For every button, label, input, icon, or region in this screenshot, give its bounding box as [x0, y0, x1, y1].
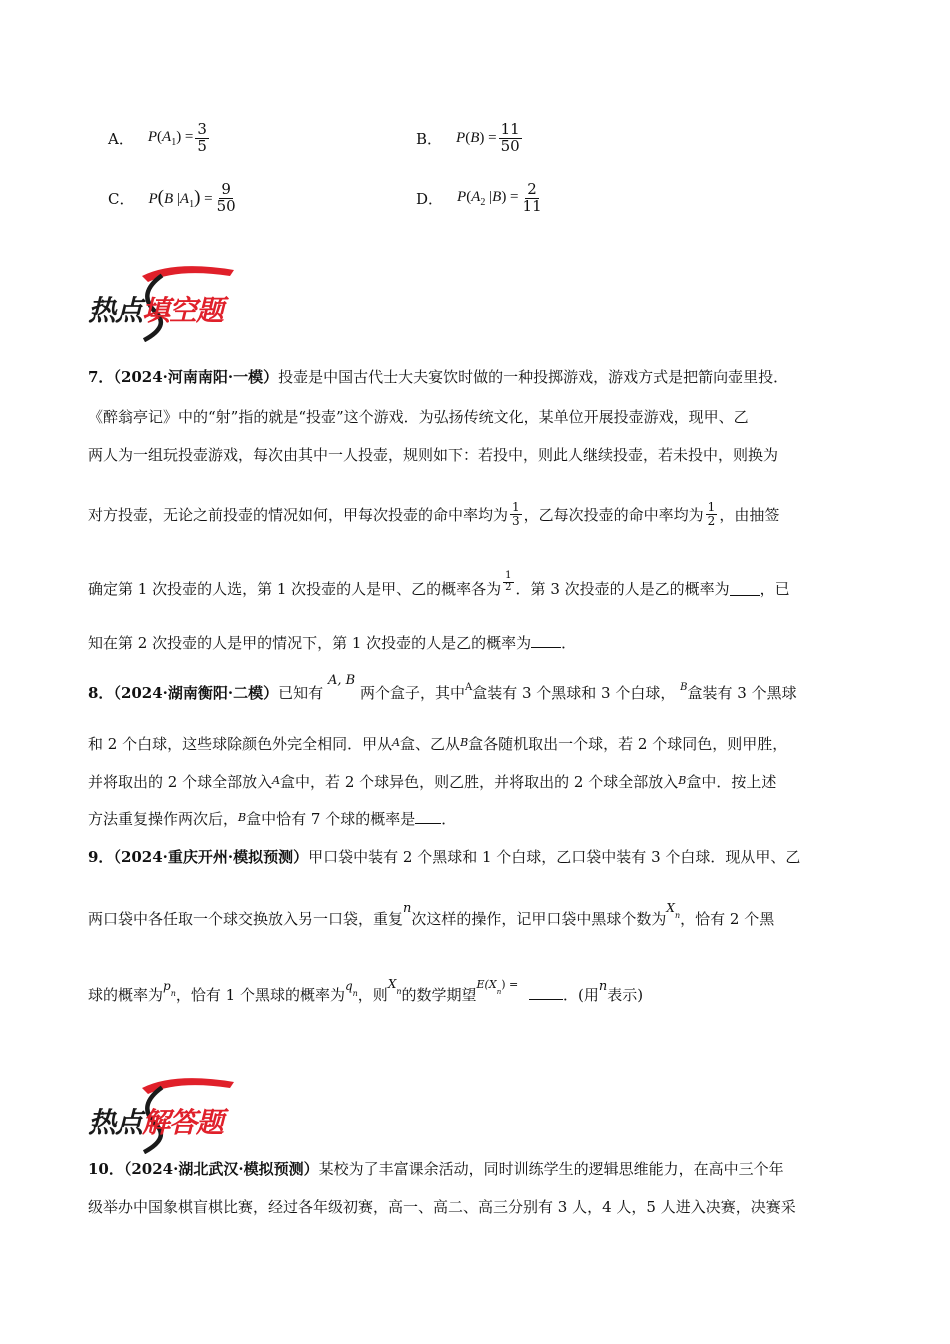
q8-math-b: B: [680, 682, 688, 693]
option-d-label: D．: [416, 189, 444, 208]
q9-line-2: 两口袋中各任取一个球交换放入另一口袋，重复n次这样的操作，记甲口袋中黑球个数为$^X_n$，恰有 2 个黑: [88, 901, 775, 928]
option-a-expr: $P(A_1)$ =: [147, 128, 194, 148]
option-b: [416, 118, 524, 158]
q9-math-expectation: E(X: [476, 978, 497, 991]
option-c-fraction: $\frac{9}{50}$: [216, 179, 236, 215]
badge-text: [88, 1104, 223, 1138]
q7-fraction-half-small: $\frac{1}{2}$: [505, 570, 512, 593]
q8-answer-blank[interactable]: [415, 809, 441, 824]
q9-math-q: q: [344, 979, 353, 993]
q10-number: 10．: [88, 1160, 124, 1178]
q7-line-3: 两人为一组玩投壶游戏，每次由其中一人投壶，规则如下：若投中，则此人继续投壶，若未投中，则换为: [88, 446, 779, 464]
section-badge-answer: [88, 1074, 248, 1154]
q9-math-n: n: [403, 901, 412, 916]
q8-number: 8．: [88, 684, 114, 702]
q8-line-1: 8．（2024·湖南衡阳·二模）已知有 A, B 两个盒子，其中$^A$盒装有 3 个黑球和 3 个白球， $^B$盒装有 3 个黑球: [88, 673, 797, 702]
q7-line-4: 对方投壶，无论之前投壶的情况如何，甲每次投壶的命中率均为 $\frac{1}{3}$ ，乙每次投壶的命中率均为 $\frac{1}{2}$ ，由抽签: [88, 499, 780, 528]
q7-number: 7．: [88, 368, 114, 386]
q9-math-x: X: [666, 901, 675, 915]
q9-number: 9．: [88, 848, 114, 866]
q7-line-6: 知在第 2 次投壶的人是甲的情况下，第 1 次投壶的人是乙的概率为 ．: [88, 634, 577, 652]
option-d-fraction: $\frac{2}{11}$: [522, 179, 542, 215]
badge-text-red: 填空题: [142, 294, 224, 327]
q9-source: （2024·重庆开州·模拟预测）: [113, 848, 309, 866]
q8-line-2: 和 2 个白球，这些球除颜色外完全相同．甲从$^A$盒、乙从$^B$盒各随机取出一个球，若 2 个球同色，则甲胜，: [88, 735, 788, 753]
section-badge-fill-in: [88, 262, 248, 342]
q9-line-3: 球的概率为$^p_n$，恰有 1 个黑球的概率为$^q_n$，则$^X_n$的数学期望$^{E(X}_n$) = ．(用n表示): [88, 977, 644, 1004]
option-d: [416, 178, 546, 218]
option-c: [108, 178, 240, 218]
option-c-expr: P(B $|A_1$) =: [148, 186, 213, 210]
q7-line-2: 《醉翁亭记》中的“射”指的就是“投壶”这个游戏．为弘扬传统文化，某单位开展投壶游戏，现甲、乙: [88, 408, 749, 426]
q8-math-a: A: [464, 682, 473, 693]
q10-line-2: 级举办中国象棋盲棋比赛，经过各年级初赛，高一、高二、高三分别有 3 人，4 人，5 人进入决赛，决赛采: [88, 1198, 796, 1216]
q9-answer-blank[interactable]: [529, 985, 563, 1000]
q7-source: （2024·河南南阳·一模）: [113, 368, 279, 386]
option-b-expr: P(B) =: [456, 129, 497, 146]
q8-line-3: 并将取出的 2 个球全部放入$^A$盒中，若 2 个球异色，则乙胜，并将取出的 2 个球全部放入$^B$盒中．按上述: [88, 773, 777, 791]
q8-source: （2024·湖南衡阳·二模）: [113, 684, 279, 702]
q7-fraction-one-half: $\frac{1}{2}$: [707, 499, 716, 528]
q9-line-1: 9．（2024·重庆开州·模拟预测）甲口袋中装有 2 个黑球和 1 个白球，乙口袋中装有 3 个白球．现从甲、乙: [88, 848, 801, 866]
badge-text-black: 热点: [88, 294, 143, 327]
option-b-fraction: $\frac{11}{50}$: [500, 119, 520, 155]
option-a-fraction: $\frac{3}{5}$: [197, 119, 207, 155]
q10-line-1: 10．（2024·湖北武汉·模拟预测）某校为了丰富课余活动，同时训练学生的逻辑思维能力，在高中三个年: [88, 1160, 784, 1178]
q10-source: （2024·湖北武汉·模拟预测）: [123, 1160, 319, 1178]
q8-math-ab: A, B: [327, 673, 356, 688]
q7-fraction-one-third: $\frac{1}{3}$: [512, 499, 520, 528]
option-a: [108, 118, 211, 158]
q7-answer-blank-1[interactable]: [730, 581, 760, 596]
q9-math-p: p: [163, 979, 171, 993]
option-a-label: A．: [108, 129, 134, 148]
q7-line-1: 7．（2024·河南南阳·一模）投壶是中国古代士大夫宴饮时做的一种投掷游戏，游戏方式是把箭向壶里投．: [88, 368, 789, 386]
option-d-expr: $P(A_2$ |B) =: [457, 188, 519, 208]
option-c-label: C．: [108, 189, 135, 208]
q8-line-4: 方法重复操作两次后，$^B$盒中恰有 7 个球的概率是 ．: [88, 810, 457, 828]
badge-text: [88, 292, 223, 326]
badge-text-black: 热点: [88, 1106, 143, 1139]
q7-answer-blank-2[interactable]: [531, 633, 561, 648]
badge-text-red: 解答题: [142, 1106, 224, 1139]
q7-line-5: 确定第 1 次投壶的人选，第 1 次投壶的人是甲、乙的概率各为 $\frac{1}{2}$ ．第 3 次投壶的人是乙的概率为 ，已: [88, 570, 790, 598]
option-b-label: B．: [416, 129, 443, 148]
